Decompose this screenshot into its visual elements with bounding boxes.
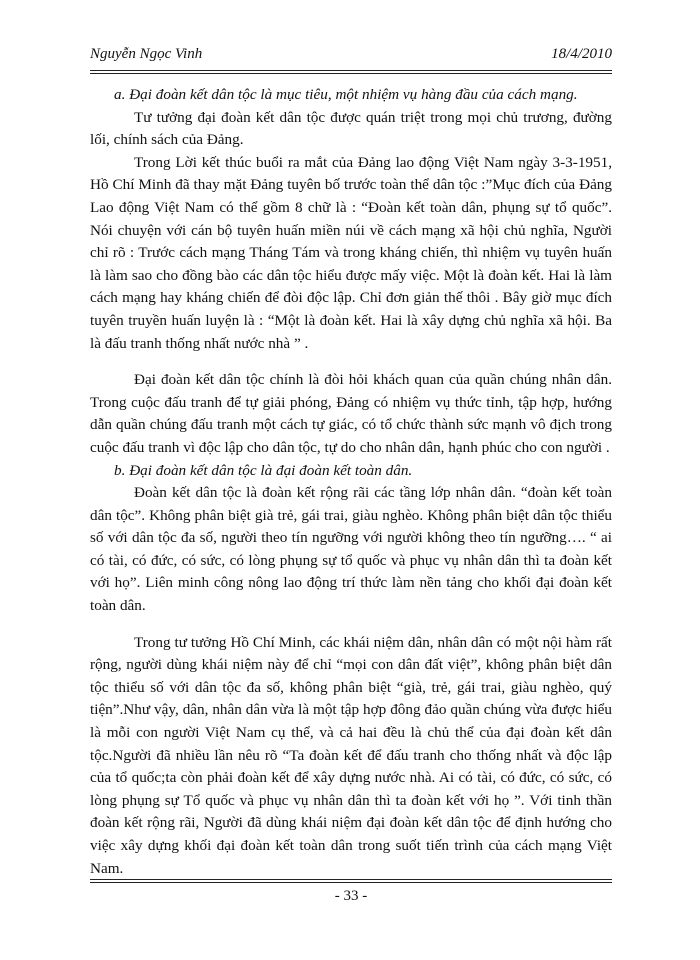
header-date: 18/4/2010 (551, 46, 612, 62)
section-heading-a: a. Đại đoàn kết dân tộc là mục tiêu, một nhiệm vụ hàng đầu của cách mạng. (114, 86, 578, 103)
body-paragraph: Trong Lời kết thúc buổi ra mắt của Đảng lao động Việt Nam ngày 3-3-1951, Hồ Chí Minh đã thay mặt Đảng tuyên bố trước toàn thể dân tộc :”Mục đích của Đảng Lao động Việt Nam có thể gồm 8 chữ là : “Đoàn kết toàn dân, phụng sự tổ quốc”. Nói chuyện với cán bộ tuyên huấn miền núi về cách mạng xã hội chủ nghĩa, Người chỉ rõ : Trước cách mạng Tháng Tám và trong kháng chiến, thì nhiệm vụ tuyên huấn là làm sao cho đồng bào các dân tộc hiểu được mấy việc. Một là đoàn kết. Hai là làm cách mạng hay kháng chiến để đòi độc lập. Chỉ đơn giản thế thôi . Bây giờ mục đích tuyên truyền huấn luyện là : “Một là đoàn kết. Hai là xây dựng chủ nghĩa xã hội. Ba là đấu tranh thống nhất nước nhà ” . (90, 153, 612, 352)
section-heading-b: b. Đại đoàn kết dân tộc là đại đoàn kết toàn dân. (114, 461, 413, 479)
body-paragraph: Đại đoàn kết dân tộc chính là đòi hỏi khách quan của quần chúng nhân dân. Trong cuộc đấu tranh để tự giải phóng, Đảng có nhiệm vụ thức tỉnh, tập hợp, hướng dẫn quần chúng đấu tranh một cách tự giác, có tổ chức thành sức mạnh vô địch trong cuộc đấu tranh vì độc lập cho dân tộc, tự do cho nhân dân, hạnh phúc cho con người . (90, 371, 612, 456)
body-paragraph: Tư tưởng đại đoàn kết dân tộc được quán triệt trong mọi chủ trương, đường lối, chính sách của Đảng. (90, 108, 612, 149)
footer-divider (90, 879, 612, 883)
header-author: Nguyễn Ngọc Vinh (90, 46, 203, 62)
page-body (90, 84, 612, 880)
page-number: - 33 - (334, 888, 368, 904)
header-divider (90, 70, 612, 74)
body-paragraph: Đoàn kết dân tộc là đoàn kết rộng rãi các tầng lớp nhân dân. “đoàn kết toàn dân tộc”. Không phân biệt già trẻ, gái trai, giàu nghèo. Không phân biệt dân tộc thiểu số với dân tộc đa số, người theo tín ngưỡng với người không theo tín ngưỡng…. “ ai có tài, có đức, có sức, có lòng phụng sự tổ quốc và phục vụ nhân dân thì ta đoàn kết với họ”. Liên minh công nông lao động trí thức làm nền tảng cho khối đại đoàn kết toàn dân. (90, 484, 612, 615)
page-header (90, 46, 612, 63)
body-paragraph: Trong tư tưởng Hồ Chí Minh, các khái niệm dân, nhân dân có một nội hàm rất rộng, người dùng khái niệm này để chỉ “mọi con dân đất việt”, không phân biệt dân tộc thiểu số với dân tộc đa số, không phân biệt “già, trẻ, gái trai, giàu nghèo, quý tiện”.Như vậy, dân, nhân dân vừa là một tập hợp đông đảo quần chúng vừa được hiểu là mỗi con người Việt Nam cụ thể, và cả hai đều là chủ thể của đại đoàn kết dân tộc.Người đã nhiều lần nêu rõ “Ta đoàn kết để đấu tranh cho thống nhất và độc lập của tổ quốc;ta còn phải đoàn kết để xây dựng nước nhà. Ai có tài, có đức, có sức, có lòng phụng sự Tổ quốc và phục vụ nhân dân thì ta đoàn kết với họ ”. Với tinh thần đoàn kết rộng rãi, Người đã dùng khái niệm đại đoàn kết dân tộc để định hướng cho việc xây dựng khối đại đoàn kết toàn dân trong suốt tiến trình của cách mạng Việt Nam. (90, 633, 612, 877)
